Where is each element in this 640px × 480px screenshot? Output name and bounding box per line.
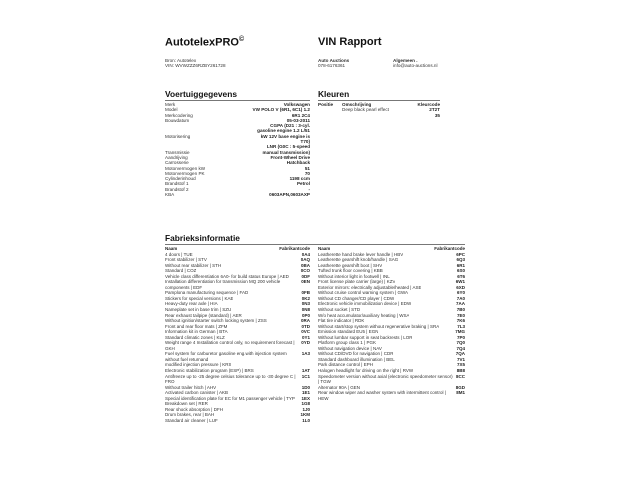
factory-name: Speedometer version without axial (electronic speedometer sensor) | TGW bbox=[318, 373, 453, 385]
factory-code: 8B8 bbox=[456, 368, 465, 374]
factory-code: 0VC bbox=[301, 329, 310, 335]
colors-head-position: Positie bbox=[318, 102, 334, 107]
factory-name: Flat tire indicator | RDK bbox=[318, 318, 365, 324]
factory-name: Rear window wiper and washer system with intermittent control | HEW bbox=[318, 390, 446, 401]
general-label: Algemeen . bbox=[393, 58, 418, 63]
factory-name: W/o heat accumulator/auxiliary heating | WSA bbox=[318, 312, 410, 318]
vehicle-section-title: Voertuiggegevens bbox=[165, 89, 237, 99]
factory-name: Without rear stabilizer | STH bbox=[165, 262, 222, 268]
factory-code: 6XD bbox=[456, 284, 465, 290]
factory-name: Exterior mirrors: electrically adjustable/heated | ASE bbox=[318, 284, 422, 290]
vehicle-value: Petrol bbox=[296, 181, 310, 187]
colors-head-code: Kleurcode bbox=[417, 102, 440, 107]
factory-code: 6T6 bbox=[457, 273, 465, 279]
vehicle-label: Brandstof 2 bbox=[165, 186, 189, 192]
factory-code: 0RA bbox=[300, 318, 310, 324]
factory-name: Without CD changer/CD player | CDW bbox=[318, 295, 395, 301]
color-description: Deep black pearl effect bbox=[342, 107, 389, 113]
factory-code: 0P0 bbox=[301, 312, 310, 318]
factory-name: Fuel system for carburetor gasoline eng.with injection system without fuel returnand bbox=[165, 351, 287, 362]
factory-code: 0YD bbox=[301, 340, 310, 346]
color-position bbox=[318, 113, 342, 118]
factory-code: 1E1 bbox=[301, 390, 310, 396]
colors-section-title: Kleuren bbox=[318, 89, 350, 99]
factory-code: 7MG bbox=[455, 329, 465, 335]
factory-name: Without trailer hitch | AHV bbox=[165, 384, 217, 390]
factory-name: Standard climatic zones | KLZ bbox=[165, 334, 225, 340]
factory-name: Heavy-duty rear axle | HIA bbox=[165, 301, 218, 307]
factory-code: 1J0 bbox=[302, 406, 310, 412]
vehicle-label: Transmissie bbox=[165, 149, 190, 155]
vehicle-value: VW POLO V (6R1, 6C1) 1.2 bbox=[252, 107, 310, 113]
vehicle-value: 1198 ccm bbox=[289, 176, 310, 182]
colors-head-description: Omschrijving bbox=[342, 102, 372, 107]
factory-code: 0TD bbox=[301, 323, 310, 329]
factory-code: 7AA bbox=[455, 301, 465, 307]
factory-code: 8M1 bbox=[456, 390, 465, 396]
factory-name: Front and rear floor mats | ZFM bbox=[165, 323, 228, 329]
factory-name: Platform group class 1 | PGK bbox=[318, 340, 376, 346]
factory-code: 7B0 bbox=[456, 307, 465, 313]
factory-name: Information kit in German | BTA bbox=[165, 329, 228, 335]
factory-name: Front stabilizer | STV bbox=[165, 257, 207, 263]
factory-head-name-right: Naam bbox=[318, 246, 331, 251]
factory-code: 7QA bbox=[455, 351, 465, 357]
factory-code: 6S0 bbox=[456, 268, 465, 274]
factory-name: Stickers for special versions | KAE bbox=[165, 295, 234, 301]
factory-code: 1EX bbox=[301, 395, 310, 401]
factory-code: 1G8 bbox=[301, 401, 310, 407]
factory-code: 7L3 bbox=[457, 323, 465, 329]
factory-code: 7X5 bbox=[456, 362, 465, 368]
factory-name: Without CD/DVD for navigation | CDR bbox=[318, 351, 394, 357]
vehicle-value: Front-Wheel Drive bbox=[270, 154, 310, 160]
factory-name: Alternator 90A | GEN bbox=[318, 384, 360, 390]
vehicle-value: kW 12V base engine is bbox=[260, 133, 310, 139]
vin-line: VIN: WVWZZZ6RZBY261728 bbox=[165, 63, 226, 69]
vehicle-value: 05-03-2011 bbox=[286, 117, 310, 123]
factory-right-rows bbox=[318, 252, 465, 402]
factory-name: Emission standard EU5 | EGN bbox=[318, 329, 379, 335]
vehicle-divider bbox=[165, 100, 310, 101]
vehicle-value: CGPA (D21 : 3-cyl. bbox=[270, 123, 310, 129]
vehicle-label: Motorisering bbox=[165, 133, 191, 139]
factory-name: Without cruise control warning system | GWA bbox=[318, 290, 409, 296]
factory-name: Halogen headlight for driving on the right | RVW bbox=[318, 368, 414, 374]
factory-name: Without start/stop system without regenerative braking | SRA bbox=[318, 323, 440, 329]
colors-table bbox=[318, 102, 440, 118]
factory-name: Tufted trunk floor covering | KBB bbox=[318, 268, 383, 274]
vehicle-label: Motorvermogen kW bbox=[165, 165, 206, 171]
factory-code: 7Q4 bbox=[456, 345, 465, 351]
factory-code: 6PC bbox=[456, 251, 465, 257]
vehicle-value: 51 bbox=[304, 165, 310, 171]
factory-row bbox=[165, 279, 310, 290]
factory-section-title: Fabrieksinformatie bbox=[165, 233, 240, 243]
factory-row bbox=[318, 390, 465, 401]
vehicle-value: Hatchback bbox=[286, 160, 310, 166]
factory-name: Without navigation device | NAV bbox=[318, 345, 382, 351]
factory-name: Rear exhaust tailpipe (standard) | AER bbox=[165, 312, 242, 318]
factory-code: 6R1 bbox=[456, 262, 465, 268]
factory-code: 6W1 bbox=[455, 279, 465, 285]
factory-name: Standard air cleaner | LUF bbox=[165, 417, 218, 423]
factory-name: Leatherette gearshift knob/handle | SAG bbox=[318, 257, 399, 263]
factory-name: Front license plate carrier (large) | KZV bbox=[318, 279, 396, 285]
report-title: VIN Rapport bbox=[318, 36, 382, 48]
factory-code: 0AQ bbox=[300, 257, 310, 263]
factory-name: 4 doors | TUE bbox=[165, 251, 193, 257]
factory-name: Without socket | STD bbox=[318, 307, 361, 313]
factory-code: 1C1 bbox=[301, 373, 310, 379]
factory-code: 8CC bbox=[455, 373, 465, 379]
brand-logo bbox=[165, 36, 244, 49]
vehicle-value: 6R1 2C4 bbox=[291, 112, 310, 118]
vehicle-value: T70) bbox=[300, 139, 310, 145]
factory-name: Leatherette hand brake lever handle | HBV bbox=[318, 251, 404, 257]
color-code: 2T2T bbox=[429, 107, 440, 113]
brand-name: AutotelexPRO bbox=[165, 36, 239, 49]
factory-name: Activated carbon canister | AKB bbox=[165, 390, 228, 396]
vehicle-row bbox=[165, 192, 310, 197]
auction-phone: 078-6176361 bbox=[318, 63, 346, 69]
factory-code: 1D0 bbox=[301, 384, 310, 390]
factory-code: 6Y0 bbox=[456, 290, 465, 296]
factory-head-code: Fabrikantcode bbox=[279, 246, 310, 251]
factory-row bbox=[318, 374, 465, 385]
factory-row bbox=[165, 340, 310, 351]
factory-code: 7K6 bbox=[456, 318, 465, 324]
factory-divider bbox=[165, 244, 465, 245]
factory-code: 7Q0 bbox=[456, 340, 465, 346]
factory-code: 0BA bbox=[300, 262, 310, 268]
factory-name: Electronic vehicle immobilization device | EDW bbox=[318, 301, 412, 307]
factory-code: 0A4 bbox=[301, 251, 310, 257]
vehicle-value: LNR (G0C : 5-speed bbox=[266, 144, 310, 150]
vehicle-label: Aandrijving bbox=[165, 154, 188, 160]
factory-name: Drum brakes, rear | BAH bbox=[165, 412, 215, 418]
factory-head-code-right: Fabrikantcode bbox=[434, 246, 465, 251]
factory-right-column bbox=[318, 246, 465, 401]
vin-report-page bbox=[165, 30, 480, 470]
vehicle-label: Merk bbox=[165, 102, 176, 107]
vehicle-value: Volkswagen bbox=[283, 102, 310, 107]
vehicle-table bbox=[165, 102, 310, 197]
factory-name: Standard | COZ bbox=[165, 268, 197, 274]
factory-head-name: Naam bbox=[165, 246, 178, 251]
factory-name: Nameplate set in base trim | SZU bbox=[165, 307, 232, 313]
vehicle-value: gasoline engine 1.2 L/51 bbox=[257, 128, 310, 134]
factory-name: Antifreeze up to -25 degree celsius tolerance up to -30 degree C | FRO bbox=[165, 373, 296, 385]
factory-row bbox=[165, 418, 310, 424]
factory-name: modified injection pressure | KRS bbox=[165, 362, 232, 368]
color-code: 35 bbox=[434, 112, 440, 118]
vehicle-value: 70 bbox=[304, 170, 310, 176]
factory-left-rows bbox=[165, 252, 310, 424]
factory-name: Installation differentiation for transmission MQ 200 vehicle components | EDF bbox=[165, 279, 281, 290]
factory-left-column bbox=[165, 246, 310, 424]
factory-code: 1L0 bbox=[302, 417, 310, 423]
factory-code: 6Q3 bbox=[456, 257, 465, 263]
vehicle-label: Model bbox=[165, 107, 178, 113]
factory-code: 0K2 bbox=[301, 295, 310, 301]
factory-name: Weight range 4 Installation control only, no requirement forecast | GKH bbox=[165, 340, 295, 351]
vehicle-value: manual transmission) bbox=[262, 149, 310, 155]
factory-code: 0CO bbox=[300, 268, 310, 274]
factory-name: Without ignition/starter switch locking system | ZSS bbox=[165, 318, 267, 324]
brand-mark: © bbox=[238, 36, 245, 43]
vehicle-label: Brandstof 1 bbox=[165, 181, 189, 187]
factory-code: 0N3 bbox=[301, 301, 310, 307]
factory-row bbox=[165, 351, 310, 362]
factory-name: Without lumbar support in seat backrests | LOR bbox=[318, 334, 413, 340]
auction-name: Auto Auctions bbox=[318, 58, 350, 63]
factory-code: 1KM bbox=[300, 412, 310, 418]
color-row bbox=[318, 113, 440, 118]
factory-name: Standard dashboard illumination | BEL bbox=[318, 356, 395, 362]
colors-rows bbox=[318, 107, 440, 118]
factory-name: Pamplona manufacturing sequence | FAD bbox=[165, 290, 249, 296]
factory-code: 8GD bbox=[455, 384, 465, 390]
factory-name: Electronic stabilization program (ESP) | BRS bbox=[165, 368, 254, 374]
vehicle-label: Bouwdatum bbox=[165, 117, 190, 123]
factory-code: 1AT bbox=[301, 368, 310, 374]
auction-info bbox=[318, 58, 349, 69]
factory-name: Vehicle class differentiation 6A0- for build status Europe | AED bbox=[165, 273, 289, 279]
general-email[interactable]: info@auto-auctions.nl bbox=[393, 63, 438, 69]
factory-name: Special identification plate for EC for M1 passenger vehicle | TYP bbox=[165, 395, 295, 401]
colors-divider bbox=[318, 100, 440, 101]
source-info bbox=[165, 58, 226, 69]
factory-name: Without interior light in footwell | INL bbox=[318, 273, 390, 279]
general-info bbox=[393, 58, 438, 69]
factory-code: 7V1 bbox=[456, 356, 465, 362]
factory-code: 7P0 bbox=[456, 334, 465, 340]
factory-code: 0N8 bbox=[301, 307, 310, 313]
factory-name: Breakdown set | RER bbox=[165, 401, 208, 407]
vehicle-label: KBA bbox=[165, 192, 175, 198]
vehicle-label: Merkcodering bbox=[165, 112, 193, 118]
vehicle-label: Cylinderinhoud bbox=[165, 176, 196, 182]
color-description bbox=[342, 113, 435, 118]
vehicle-label: Carrosserie bbox=[165, 160, 189, 166]
factory-code: 0EN bbox=[301, 279, 310, 285]
factory-name: Park distance control | EPH bbox=[318, 362, 373, 368]
factory-code: 1A3 bbox=[301, 351, 310, 357]
factory-name: Leatherette gearshift boot | SHV bbox=[318, 262, 383, 268]
factory-code: 7A0 bbox=[456, 295, 465, 301]
factory-name: Rear shock absorption | DFH bbox=[165, 406, 223, 412]
vehicle-value: - bbox=[308, 186, 310, 192]
vehicle-label: Motorvermogen PK bbox=[165, 170, 205, 176]
factory-row bbox=[165, 374, 310, 385]
vehicle-value: 0603APN,0603AXP bbox=[269, 192, 310, 198]
source-line: Bron: Autotelex bbox=[165, 58, 197, 63]
factory-code: 0DF bbox=[301, 273, 310, 279]
factory-code: 0FB bbox=[301, 290, 310, 296]
factory-code: 7E0 bbox=[456, 312, 465, 318]
factory-code: 0Y1 bbox=[301, 334, 310, 340]
